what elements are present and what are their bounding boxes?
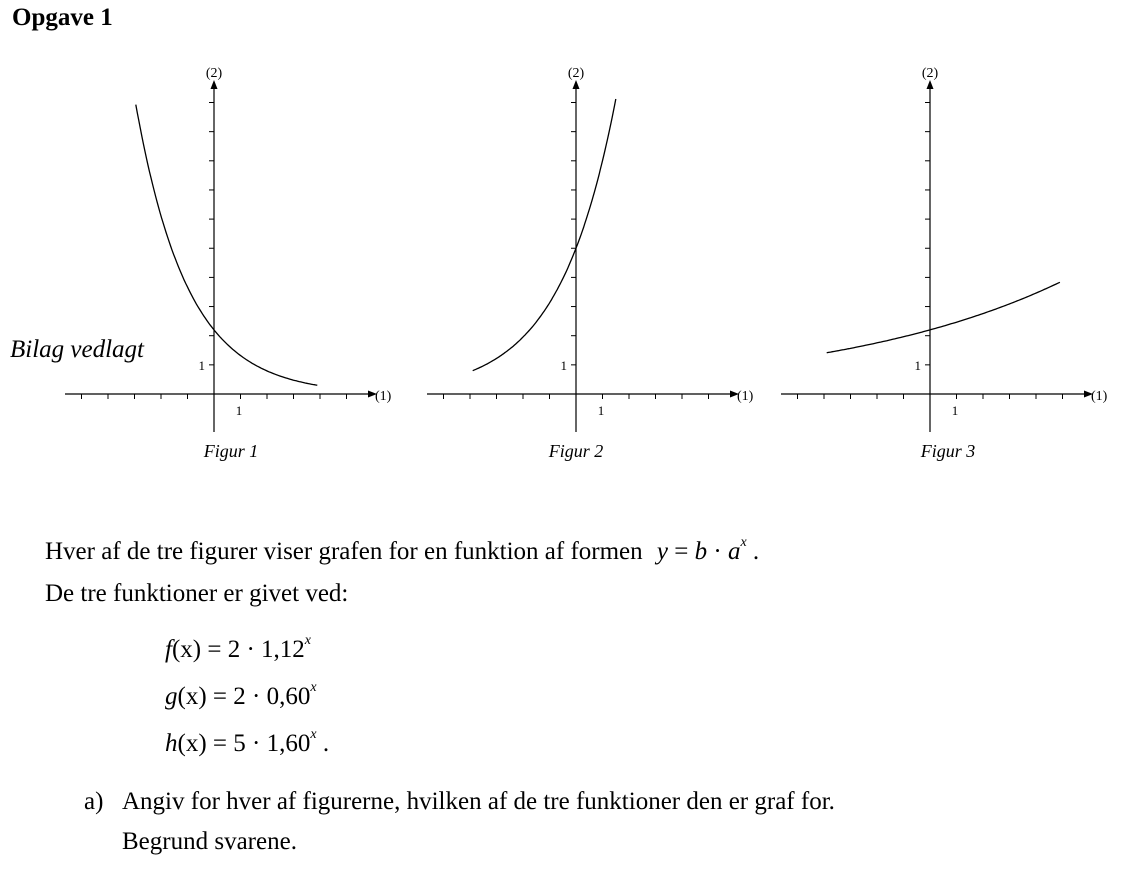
page-title: Opgave 1 [12,4,113,31]
axes [427,80,739,432]
x-axis-label: (1) [737,389,754,404]
y-tick-label: 1 [914,358,921,373]
figure-caption: Figur 2 [548,441,604,461]
y-axis-label: (2) [205,66,223,81]
question-line-1: Angiv for hver af figurerne, hvilken af de tre funktioner den er graf for. [122,788,835,815]
figure-2 [417,60,767,470]
x-axis-label: (1) [375,389,392,404]
intro-line [45,534,760,566]
general-form: $y = b \cdot a^x$ . [656,534,760,565]
question-label: a) [84,788,104,815]
given-line: De tre funktioner er givet ved: [45,580,349,607]
y-tick-label: 1 [198,358,205,373]
y-axis-arrow [927,80,934,89]
y-axis-arrow [211,80,218,89]
x-tick-label: 1 [235,403,243,418]
axes [781,80,1093,432]
figure-3 [771,60,1121,470]
figure-caption: Figur 3 [920,441,976,461]
y-axis-label: (2) [567,66,585,81]
x-tick-label: 1 [597,403,605,418]
function-g: $g(x) = 2 \cdot 0,60^x$ [165,679,317,710]
graph-curve [827,282,1060,353]
question-line-2: Begrund svarene. [122,828,297,855]
y-axis-label: (2) [921,66,939,81]
x-tick-label: 1 [951,403,959,418]
function-f: $f(x) = 2 \cdot 1,12^x$ [165,632,312,663]
figure-caption: Figur 1 [203,441,259,461]
axes [65,80,377,432]
y-axis-arrow [573,80,580,89]
intro-text: Hver af de tre figurer viser grafen for en funktion af formen [45,538,643,565]
y-tick-label: 1 [560,358,567,373]
attachment-note: Bilag vedlagt [10,336,144,363]
graph-curve [136,105,317,386]
function-h: $h(x) = 5 \cdot 1,60^x$ . [165,726,330,757]
graph-curve [473,99,616,371]
figure-1 [55,60,405,470]
x-axis-label: (1) [1091,389,1108,404]
